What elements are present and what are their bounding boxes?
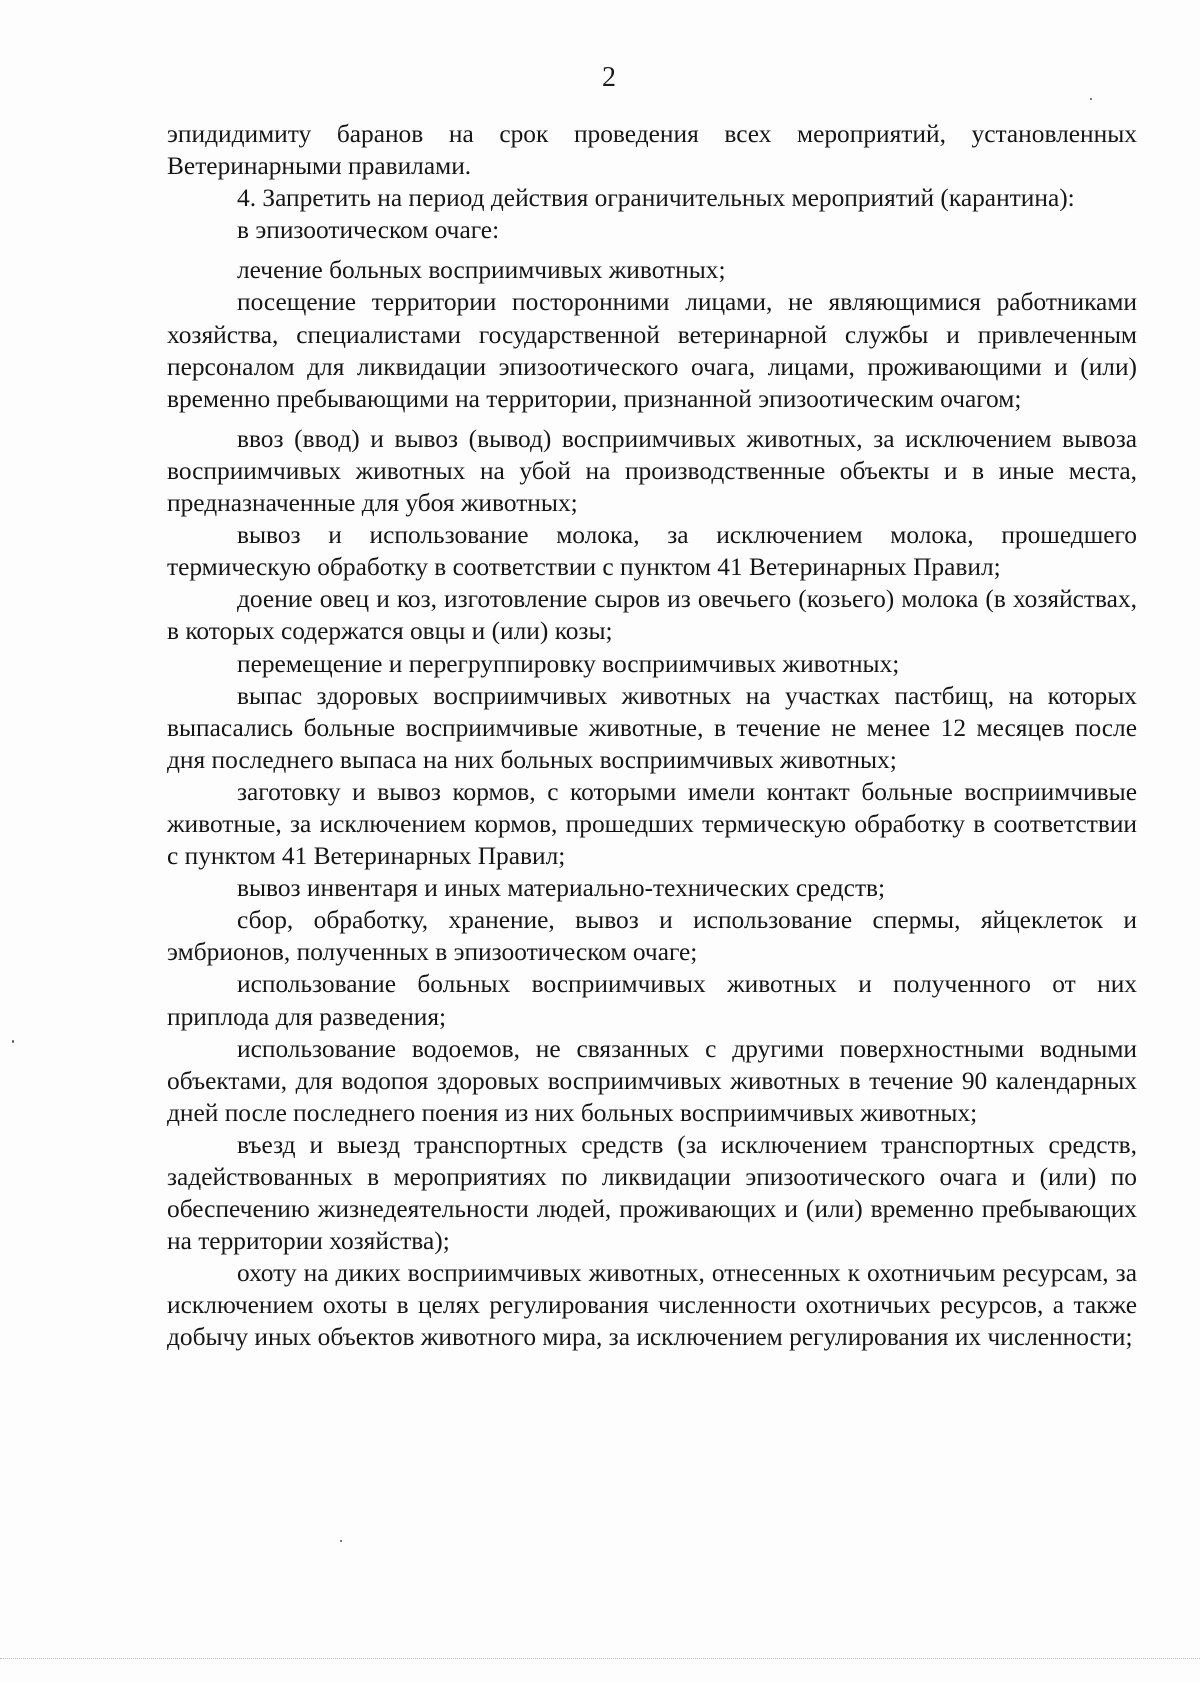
scan-speck [12,1040,14,1043]
paragraph-item-4: 4. Запретить на период действия ограничительных мероприятий (карантина): [237,184,1075,213]
paragraph-movement-ban: перемещение и перегруппировку восприимчивых животных; [237,649,900,678]
paragraph-grazing-ban: выпас здоровых восприимчивых животных на участках пастбищ, на которых выпасались больные восприимчивые животные, в течение не менее 12 месяцев после дня последнего выпаса на них больных восприимчивых животных; [167,681,1137,774]
paragraph-feed-ban: заготовку и вывоз кормов, с которыми имели контакт больные восприимчивые животные, за исключением кормов, прошедших термическую обработку в соответствии с пунктом 41 Ветеринарных Правил; [167,777,1137,871]
paragraph-visit-ban: посещение территории посторонними лицами, не являющимися работниками хозяйства, специалистами государственной ветеринарной службы и привлеченным персоналом для ликвидации эпизоотического очага, лицами, проживающими и (или) временно пребывающими на территории, признанной эпизоотическим очагом; [167,288,1137,413]
paragraph-milk-ban: вывоз и использование молока, за исключением молока, прошедшего термическую обработку в соответствии с пунктом 41 Ветеринарных Правил; [167,521,1137,582]
paragraph-treatment-ban: лечение больных восприимчивых животных; [237,256,726,285]
paragraph-focus-heading: в эпизоотическом очаге: [237,216,500,245]
paragraph-sperm-ban: сбор, обработку, хранение, вывоз и использование спермы, яйцеклеток и эмбрионов, полученных в эпизоотическом очаге; [167,906,1137,967]
paragraph-import-export-ban: ввоз (ввод) и вывоз (вывод) восприимчивых животных, за исключением вывоза восприимчивых животных на убой на производственные объекты и в иные места, предназначенные для убоя животных; [167,424,1137,518]
paragraph-water-ban: использование водоемов, не связанных с другими поверхностными водными объектами, для водопоя здоровых восприимчивых животных в течение 90 календарных дней после последнего поения из них больных восприимчивых животных; [167,1034,1137,1127]
paragraph-continuation: эпидидимиту баранов на срок проведения всех мероприятий, установленных Ветеринарными правилами. [167,120,1137,181]
document-body [167,118,1137,1354]
page-number: 2 [602,62,616,93]
scan-speck [1090,98,1092,100]
paragraph-breeding-ban: использование больных восприимчивых животных и полученного от них приплода для разведения; [167,970,1137,1031]
paragraph-hunting-ban: охоту на диких восприимчивых животных, отнесенных к охотничьим ресурсам, за исключением охоты в целях регулирования численности охотничьих ресурсов, а также добычу иных объектов животного мира, за исключением регулирования их численности; [167,1259,1137,1352]
scan-speck [340,1540,342,1542]
paragraph-inventory-ban: вывоз инвентаря и иных материально-технических средств; [237,874,886,903]
scan-edge-artifact [0,1658,1200,1660]
paragraph-vehicle-ban: въезд и выезд транспортных средств (за исключением транспортных средств, задействованных в мероприятиях по ликвидации эпизоотического очага и (или) по обеспечению жизнедеятельности людей, проживающих и (или) временно пребывающих на территории хозяйства); [167,1130,1137,1256]
paragraph-milking-ban: доение овец и коз, изготовление сыров из овечьего (козьего) молока (в хозяйствах, в которых содержатся овцы и (или) козы; [167,585,1137,646]
